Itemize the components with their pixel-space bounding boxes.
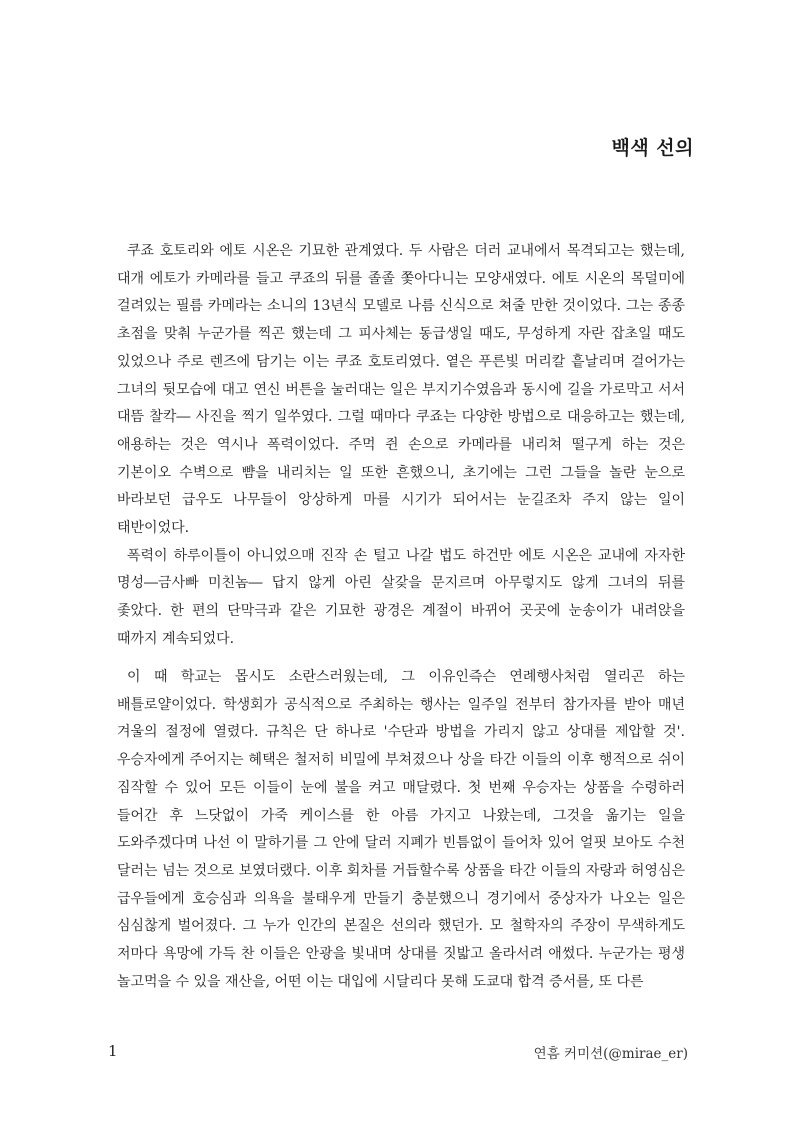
paragraph: 이 때 학교는 몹시도 소란스러웠는데, 그 이유인즉슨 연례행사처럼 열리곤 하는 배틀로얄이었다. 학생회가 공식적으로 주최하는 행사는 일주일 전부터 참가자를 받아 매년 겨울의 절정에 열렸다. 규칙은 단 하나로 '수단과 방법을 가리지 않고 상대를 제압할 것'. 우승자에게 주어지는 혜택은 철저히 비밀에 부쳐졌으나 상을 타간 이들의 이후 행적으로 쉬이 짐작할 수 있어 모든 이들이 눈에 불을 켜고 매달렸다. 첫 번째 우승자는 상품을 수령하러 들어간 후 느닷없이 가죽 케이스를 한 아름 가지고 나왔는데, 그것을 옮기는 일을 도와주겠다며 나선 이 말하기를 그 안에 달러 지폐가 빈틈없이 들어차 있어 얼핏 보아도 수천 달러는 넘는 것으로 보였더랬다. 이후 회차를 거듭할수록 상품을 타간 이들의 자랑과 허영심은 급우들에게 호승심과 의욕을 불태우게 만들기 충분했으니 경기에서 중상자가 나오는 일은 심심찮게 벌어졌다. 그 누가 인간의 본질은 선의라 했던가. 모 철학자의 주장이 무색하게도 저마다 욕망에 가득 찬 이들은 안광을 빛내며 상대를 짓밟고 올라서려 애썼다. 누군가는 평생 놀고먹을 수 있을 재산을, 어떤 이는 대입에 시달리다 못해 도쿄대 합격 증서를, 또 다른	[117, 669, 686, 990]
page-title: 백색 선의	[611, 137, 694, 159]
footer-credit: 연흠 커미션(@mirae_er)	[533, 1046, 688, 1062]
text-block-1	[117, 238, 685, 654]
text-block-2	[117, 664, 685, 996]
paragraph: 폭력이 하루이틀이 아니었으매 진작 손 털고 나갈 법도 하건만 에토 시온은 교내에 자자한 명성―금사빠 미친놈― 답지 않게 아린 살갗을 문지르며 아무렇지도 않게 그녀의 뒤를 좇았다. 한 편의 단막극과 같은 기묘한 광경은 계절이 바뀌어 곳곳에 눈송이가 내려앉을 때까지 계속되었다.	[117, 547, 685, 647]
page-number: 1	[108, 1042, 118, 1060]
paragraph: 쿠죠 호토리와 에토 시온은 기묘한 관계였다. 두 사람은 더러 교내에서 목격되고는 했는데, 대개 에토가 카메라를 들고 쿠죠의 뒤를 졸졸 쫓아다니는 모양새였다. 에토 시온의 목덜미에 걸려있는 필름 카메라는 소니의 13년식 모델로 나름 신식으로 쳐줄 만한 것이었다. 그는 종종 초점을 맞춰 누군가를 찍곤 했는데 그 피사체는 동급생일 때도, 무성하게 자란 잡초일 때도 있었으나 주로 렌즈에 담기는 이는 쿠죠 호토리였다. 옅은 푸른빛 머리칼 흩날리며 걸어가는 그녀의 뒷모습에 대고 연신 버튼을 눌러대는 일은 부지기수였음과 동시에 길을 가로막고 서서 대뜸 찰칵― 사진을 찍기 일쑤였다. 그럴 때마다 쿠죠는 다양한 방법으로 대응하고는 했는데, 애용하는 것은 역시나 폭력이었다. 주먹 쥔 손으로 카메라를 내리쳐 떨구게 하는 것은 기본이오 수벽으로 뺨을 내리치는 일 또한 흔했으니, 초기에는 그런 그들을 놀란 눈으로 바라보던 급우도 나무들이 앙상하게 마를 시기가 되어서는 눈길조차 주지 않는 일이 태반이었다.	[117, 243, 685, 537]
